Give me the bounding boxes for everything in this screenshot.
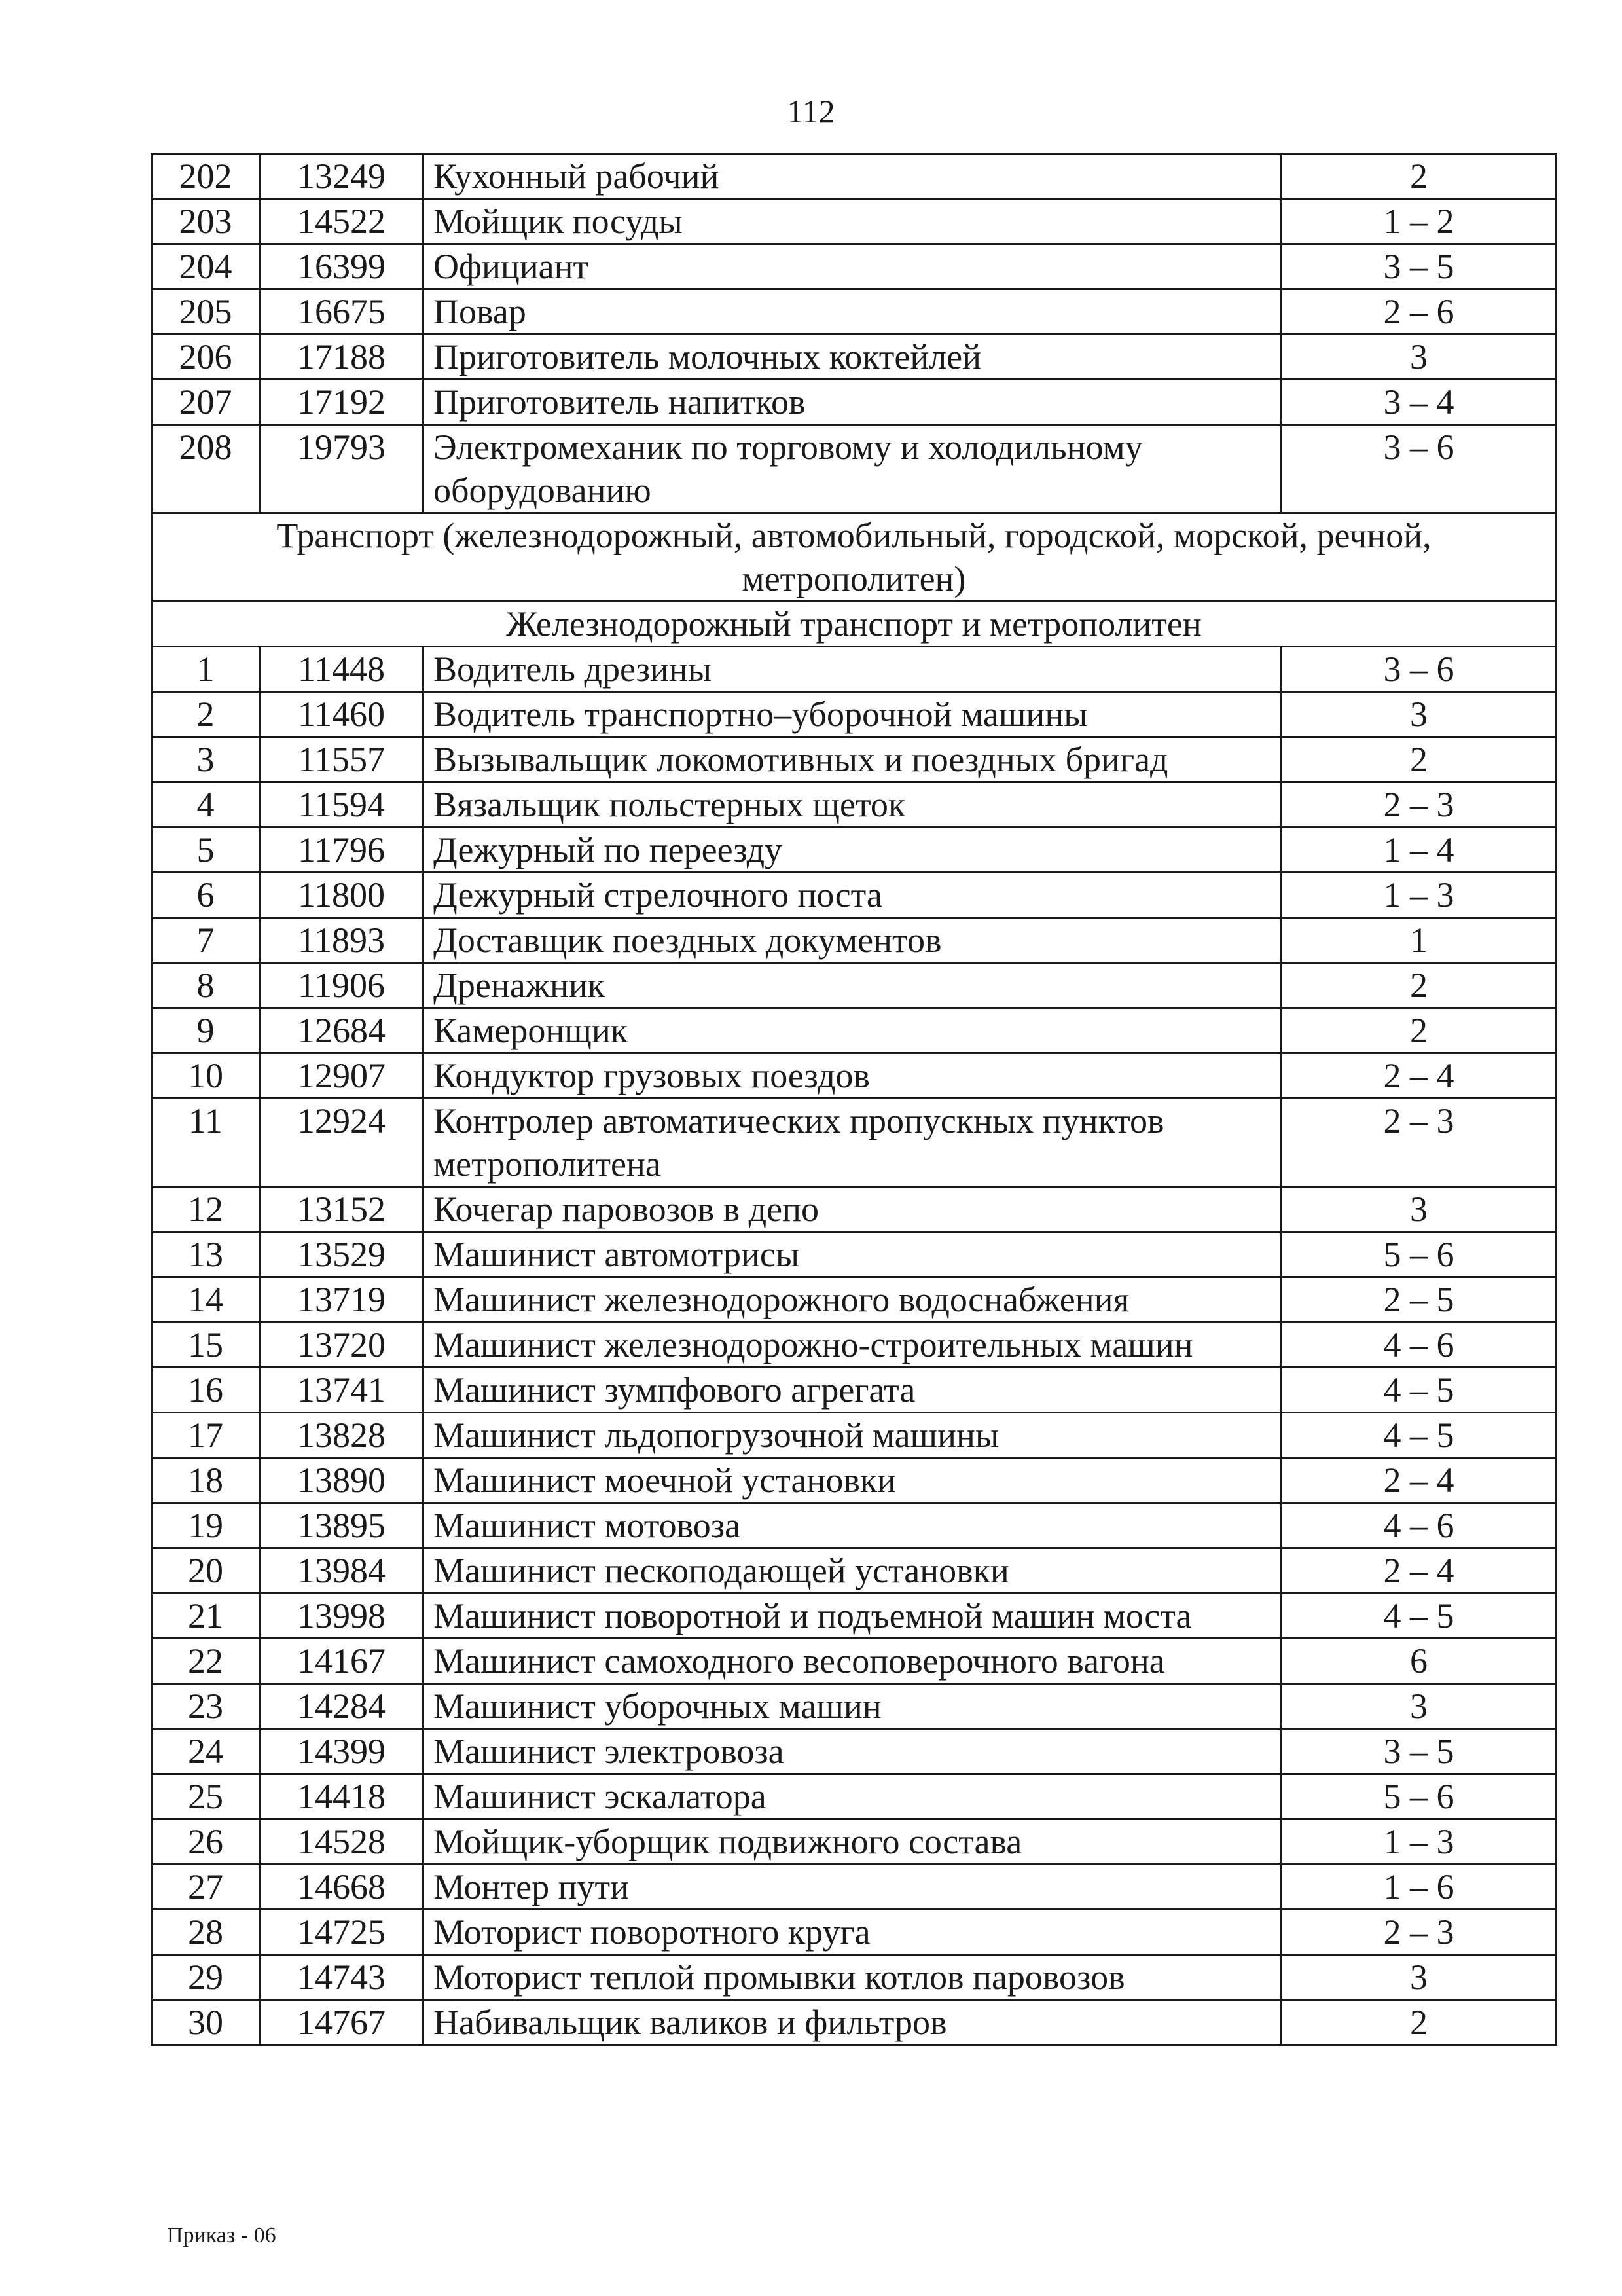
page-number: 112	[787, 93, 835, 130]
grade-range: 2	[1282, 154, 1557, 199]
table-row	[152, 1865, 1557, 1910]
grade-range: 2	[1282, 1008, 1557, 1053]
profession-name: Официант	[424, 244, 1282, 289]
table-row	[152, 289, 1557, 335]
grade-range: 4 – 5	[1282, 1368, 1557, 1413]
profession-name: Водитель дрезины	[424, 647, 1282, 692]
row-number: 24	[152, 1729, 260, 1774]
table-row	[152, 244, 1557, 289]
profession-name: Вызывальщик локомотивных и поездных бригад	[424, 737, 1282, 782]
row-number: 27	[152, 1865, 260, 1910]
table-row	[152, 1684, 1557, 1729]
profession-code: 17188	[260, 335, 424, 380]
profession-code: 14725	[260, 1910, 424, 1955]
profession-code: 12924	[260, 1099, 424, 1187]
profession-code: 11800	[260, 873, 424, 918]
profession-name: Машинист самоходного весоповерочного вагона	[424, 1639, 1282, 1684]
profession-code: 11796	[260, 828, 424, 873]
row-number: 19	[152, 1503, 260, 1548]
table-row	[152, 918, 1557, 963]
profession-code: 13890	[260, 1458, 424, 1503]
profession-code: 13529	[260, 1232, 424, 1277]
grade-range: 2 – 6	[1282, 289, 1557, 335]
table-row	[152, 199, 1557, 244]
profession-code: 11557	[260, 737, 424, 782]
profession-name: Набивальщик валиков и фильтров	[424, 2000, 1282, 2045]
profession-name: Машинист льдопогрузочной машины	[424, 1413, 1282, 1458]
profession-name: Моторист поворотного круга	[424, 1910, 1282, 1955]
row-number: 6	[152, 873, 260, 918]
table-row	[152, 335, 1557, 380]
row-number: 1	[152, 647, 260, 692]
grade-range: 4 – 5	[1282, 1413, 1557, 1458]
profession-name: Кондуктор грузовых поездов	[424, 1053, 1282, 1099]
profession-code: 13998	[260, 1594, 424, 1639]
profession-name: Электромеханик по торговому и холодильному оборудованию	[424, 425, 1282, 513]
row-number: 13	[152, 1232, 260, 1277]
profession-code: 17192	[260, 380, 424, 425]
profession-code: 13741	[260, 1368, 424, 1413]
row-number: 12	[152, 1187, 260, 1232]
table-row	[152, 782, 1557, 828]
profession-name: Доставщик поездных документов	[424, 918, 1282, 963]
table-row	[152, 1594, 1557, 1639]
row-number: 16	[152, 1368, 260, 1413]
profession-code: 14528	[260, 1819, 424, 1865]
table-body-rail	[152, 647, 1557, 2045]
row-number: 26	[152, 1819, 260, 1865]
table-row	[152, 1277, 1557, 1322]
grade-range: 2	[1282, 737, 1557, 782]
row-number: 206	[152, 335, 260, 380]
grade-range: 1	[1282, 918, 1557, 963]
profession-code: 14668	[260, 1865, 424, 1910]
row-number: 7	[152, 918, 260, 963]
profession-code: 13720	[260, 1322, 424, 1368]
row-number: 30	[152, 2000, 260, 2045]
table-row	[152, 1008, 1557, 1053]
table-row	[152, 1955, 1557, 2000]
row-number: 204	[152, 244, 260, 289]
row-number: 28	[152, 1910, 260, 1955]
profession-name: Водитель транспортно–уборочной машины	[424, 692, 1282, 737]
grade-range: 3 – 6	[1282, 425, 1557, 513]
profession-name: Кочегар паровозов в депо	[424, 1187, 1282, 1232]
row-number: 205	[152, 289, 260, 335]
row-number: 17	[152, 1413, 260, 1458]
profession-code: 13984	[260, 1548, 424, 1594]
profession-name: Машинист мотовоза	[424, 1503, 1282, 1548]
grade-range: 5 – 6	[1282, 1232, 1557, 1277]
grade-range: 1 – 2	[1282, 199, 1557, 244]
grade-range: 1 – 3	[1282, 873, 1557, 918]
profession-name: Машинист пескоподающей установки	[424, 1548, 1282, 1594]
row-number: 208	[152, 425, 260, 513]
table-row	[152, 647, 1557, 692]
table-row	[152, 1639, 1557, 1684]
table-row	[152, 380, 1557, 425]
section-row	[152, 513, 1557, 602]
profession-name: Дренажник	[424, 963, 1282, 1008]
profession-code: 19793	[260, 425, 424, 513]
footer-order-label: Приказ - 06	[167, 2223, 276, 2248]
profession-name: Мойщик посуды	[424, 199, 1282, 244]
profession-code: 13828	[260, 1413, 424, 1458]
profession-code: 14418	[260, 1774, 424, 1819]
table-row	[152, 1503, 1557, 1548]
table-row	[152, 425, 1557, 513]
grade-range: 2 – 5	[1282, 1277, 1557, 1322]
profession-code: 11906	[260, 963, 424, 1008]
table-row	[152, 963, 1557, 1008]
grade-range: 1 – 3	[1282, 1819, 1557, 1865]
profession-name: Машинист моечной установки	[424, 1458, 1282, 1503]
row-number: 18	[152, 1458, 260, 1503]
table-row	[152, 1187, 1557, 1232]
professions-table	[151, 153, 1557, 2046]
row-number: 14	[152, 1277, 260, 1322]
row-number: 9	[152, 1008, 260, 1053]
table-section-header	[152, 513, 1557, 647]
grade-range: 4 – 6	[1282, 1503, 1557, 1548]
profession-code: 16399	[260, 244, 424, 289]
grade-range: 5 – 6	[1282, 1774, 1557, 1819]
profession-name: Моторист теплой промывки котлов паровозов	[424, 1955, 1282, 2000]
profession-code: 13719	[260, 1277, 424, 1322]
profession-name: Контролер автоматических пропускных пунктов метрополитена	[424, 1099, 1282, 1187]
grade-range: 3	[1282, 1684, 1557, 1729]
grade-range: 2 – 4	[1282, 1053, 1557, 1099]
profession-code: 13152	[260, 1187, 424, 1232]
grade-range: 2 – 3	[1282, 782, 1557, 828]
profession-name: Кухонный рабочий	[424, 154, 1282, 199]
row-number: 207	[152, 380, 260, 425]
profession-name: Вязальщик польстерных щеток	[424, 782, 1282, 828]
grade-range: 3 – 4	[1282, 380, 1557, 425]
profession-code: 14767	[260, 2000, 424, 2045]
row-number: 15	[152, 1322, 260, 1368]
subsection-title: Железнодорожный транспорт и метрополитен	[152, 602, 1557, 647]
row-number: 23	[152, 1684, 260, 1729]
profession-code: 16675	[260, 289, 424, 335]
grade-range: 6	[1282, 1639, 1557, 1684]
row-number: 22	[152, 1639, 260, 1684]
table-body-top	[152, 154, 1557, 513]
table-row	[152, 1322, 1557, 1368]
profession-code: 13249	[260, 154, 424, 199]
profession-code: 14522	[260, 199, 424, 244]
profession-name: Приготовитель молочных коктейлей	[424, 335, 1282, 380]
table-row	[152, 1413, 1557, 1458]
profession-name: Машинист поворотной и подъемной машин моста	[424, 1594, 1282, 1639]
table-row	[152, 1729, 1557, 1774]
profession-code: 11448	[260, 647, 424, 692]
row-number: 10	[152, 1053, 260, 1099]
grade-range: 2 – 3	[1282, 1099, 1557, 1187]
row-number: 20	[152, 1548, 260, 1594]
table-row	[152, 1548, 1557, 1594]
table-row	[152, 1910, 1557, 1955]
profession-code: 11893	[260, 918, 424, 963]
profession-name: Машинист железнодорожно-строительных машин	[424, 1322, 1282, 1368]
profession-name: Машинист зумпфового агрегата	[424, 1368, 1282, 1413]
section-title: Транспорт (железнодорожный, автомобильный, городской, морской, речной, метрополитен)	[152, 513, 1557, 602]
profession-code: 11460	[260, 692, 424, 737]
profession-name: Дежурный по переезду	[424, 828, 1282, 873]
row-number: 3	[152, 737, 260, 782]
profession-code: 13895	[260, 1503, 424, 1548]
grade-range: 2	[1282, 963, 1557, 1008]
profession-name: Монтер пути	[424, 1865, 1282, 1910]
profession-name: Машинист электровоза	[424, 1729, 1282, 1774]
grade-range: 3	[1282, 335, 1557, 380]
table-row	[152, 873, 1557, 918]
subsection-row	[152, 602, 1557, 647]
grade-range: 2 – 3	[1282, 1910, 1557, 1955]
row-number: 202	[152, 154, 260, 199]
grade-range: 3 – 5	[1282, 244, 1557, 289]
row-number: 203	[152, 199, 260, 244]
profession-code: 14399	[260, 1729, 424, 1774]
grade-range: 3	[1282, 692, 1557, 737]
row-number: 29	[152, 1955, 260, 2000]
profession-code: 12907	[260, 1053, 424, 1099]
row-number: 8	[152, 963, 260, 1008]
row-number: 2	[152, 692, 260, 737]
grade-range: 1 – 4	[1282, 828, 1557, 873]
profession-name: Машинист эскалатора	[424, 1774, 1282, 1819]
grade-range: 2 – 4	[1282, 1458, 1557, 1503]
profession-name: Машинист уборочных машин	[424, 1684, 1282, 1729]
profession-name: Мойщик-уборщик подвижного состава	[424, 1819, 1282, 1865]
row-number: 4	[152, 782, 260, 828]
profession-name: Машинист железнодорожного водоснабжения	[424, 1277, 1282, 1322]
grade-range: 4 – 5	[1282, 1594, 1557, 1639]
profession-code: 12684	[260, 1008, 424, 1053]
profession-name: Машинист автомотрисы	[424, 1232, 1282, 1277]
table-row	[152, 828, 1557, 873]
table-row	[152, 2000, 1557, 2045]
table-row	[152, 1099, 1557, 1187]
row-number: 11	[152, 1099, 260, 1187]
grade-range: 2 – 4	[1282, 1548, 1557, 1594]
profession-code: 11594	[260, 782, 424, 828]
profession-code: 14284	[260, 1684, 424, 1729]
grade-range: 4 – 6	[1282, 1322, 1557, 1368]
grade-range: 3	[1282, 1187, 1557, 1232]
table-row	[152, 737, 1557, 782]
profession-name: Приготовитель напитков	[424, 380, 1282, 425]
table-row	[152, 154, 1557, 199]
table-row	[152, 1774, 1557, 1819]
table-row	[152, 1458, 1557, 1503]
row-number: 21	[152, 1594, 260, 1639]
grade-range: 3 – 5	[1282, 1729, 1557, 1774]
grade-range: 1 – 6	[1282, 1865, 1557, 1910]
profession-name: Дежурный стрелочного поста	[424, 873, 1282, 918]
profession-name: Камеронщик	[424, 1008, 1282, 1053]
table-row	[152, 1819, 1557, 1865]
grade-range: 2	[1282, 2000, 1557, 2045]
grade-range: 3	[1282, 1955, 1557, 2000]
table-row	[152, 1368, 1557, 1413]
profession-name: Повар	[424, 289, 1282, 335]
grade-range: 3 – 6	[1282, 647, 1557, 692]
profession-code: 14167	[260, 1639, 424, 1684]
table-row	[152, 1053, 1557, 1099]
table-row	[152, 1232, 1557, 1277]
table-row	[152, 692, 1557, 737]
profession-code: 14743	[260, 1955, 424, 2000]
row-number: 25	[152, 1774, 260, 1819]
row-number: 5	[152, 828, 260, 873]
